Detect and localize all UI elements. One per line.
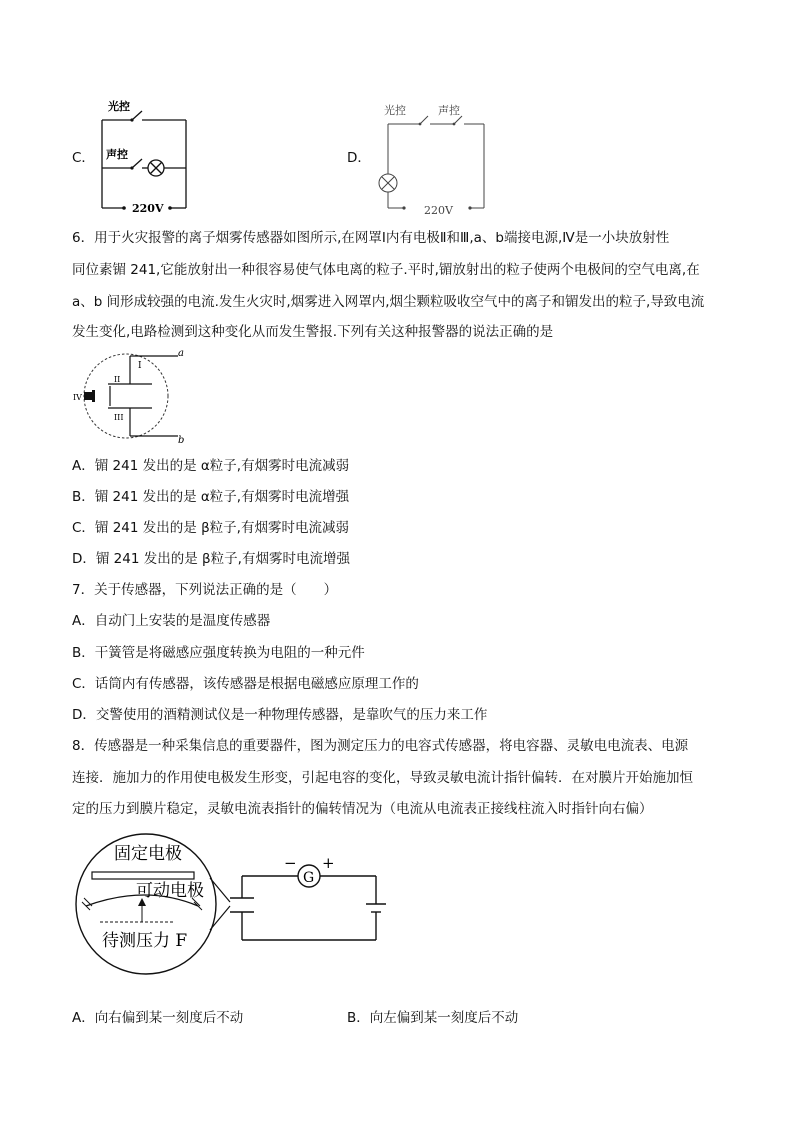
q7-option-d: D．交警使用的酒精测试仪是一种物理传感器，是靠吹气的压力来工作 <box>72 707 488 723</box>
q6-stem-line2: 同位素镅 241,它能放射出一种很容易使气体电离的粒子.平时,镅放射出的粒子使两个电极间的空气电离,在 <box>72 262 700 278</box>
light-switch-label: 光控 <box>384 104 406 117</box>
voltage-label: 220V <box>132 202 164 215</box>
q8-stem-line3: 定的压力到膜片稳定，灵敏电流表指针的偏转情况为（电流从电流表正接线柱流入时指针向右偏） <box>72 801 653 817</box>
terminal-b-label: b <box>178 435 185 446</box>
option-d-label: D． <box>347 150 371 166</box>
q6-stem-line4: 发生变化,电路检测到这种变化从而发生警报.下列有关这种报警器的说法正确的是 <box>72 324 554 340</box>
galvanometer-label: G <box>303 870 315 886</box>
galvanometer-minus: − <box>284 854 297 872</box>
net-cover-label: I <box>138 361 142 371</box>
q8-option-a: A．向右偏到某一刻度后不动 <box>72 1010 244 1026</box>
pressure-label: 待测压力 F <box>102 931 188 951</box>
q7-stem: 7．关于传感器，下列说法正确的是（ ） <box>72 582 338 598</box>
q8-option-b: B．向左偏到某一刻度后不动 <box>347 1010 519 1026</box>
q6-option-a: A．镅 241 发出的是 α粒子,有烟雾时电流减弱 <box>72 458 350 474</box>
capacitive-pressure-sensor-diagram <box>70 832 400 980</box>
q7-option-b: B．干簧管是将磁感应强度转换为电阻的一种元件 <box>72 645 365 661</box>
electrode-iii-label: III <box>114 413 124 422</box>
q7-option-a: A．自动门上安装的是温度传感器 <box>72 613 271 629</box>
light-switch-label: 光控 <box>108 100 130 113</box>
galvanometer-plus: + <box>322 854 335 872</box>
terminal-a-label: a <box>178 348 184 359</box>
q6-option-c: C．镅 241 发出的是 β粒子,有烟雾时电流减弱 <box>72 520 349 536</box>
sound-switch-label: 声控 <box>438 104 460 117</box>
voltage-label: 220V <box>424 204 453 217</box>
electrode-ii-label: II <box>114 375 121 384</box>
q6-option-b: B．镅 241 发出的是 α粒子,有烟雾时电流增强 <box>72 489 350 505</box>
q6-stem-line1: 6．用于火灾报警的离子烟雾传感器如图所示,在网罩Ⅰ内有电极Ⅱ和Ⅲ,a、b端接电源,Ⅳ是一小块放射性 <box>72 230 670 246</box>
fixed-electrode-label: 固定电极 <box>114 844 182 864</box>
movable-electrode-label: 可动电极 <box>136 881 204 901</box>
q8-stem-line1: 8．传感器是一种采集信息的重要器件，图为测定压力的电容式传感器，将电容器、灵敏电电流表、电源 <box>72 738 689 754</box>
q8-stem-line2: 连接．施加力的作用使电极发生形变，引起电容的变化，导致灵敏电流计指针偏转．在对膜片开始施加恒 <box>72 770 693 786</box>
q6-option-d: D．镅 241 发出的是 β粒子,有烟雾时电流增强 <box>72 551 350 567</box>
q6-stem-line3: a、b 间形成较强的电流.发生火灾时,烟雾进入网罩内,烟尘颗粒吸收空气中的离子和镅发出的粒子,导致电流 <box>72 294 705 310</box>
circuit-diagram-d <box>376 96 494 218</box>
circuit-diagram-c <box>96 96 196 218</box>
q7-option-c: C．话筒内有传感器，该传感器是根据电磁感应原理工作的 <box>72 676 419 692</box>
americium-source-label: IV <box>73 393 82 402</box>
sound-switch-label: 声控 <box>106 148 128 161</box>
option-c-label: C． <box>72 150 95 166</box>
smoke-sensor-diagram <box>70 344 190 448</box>
